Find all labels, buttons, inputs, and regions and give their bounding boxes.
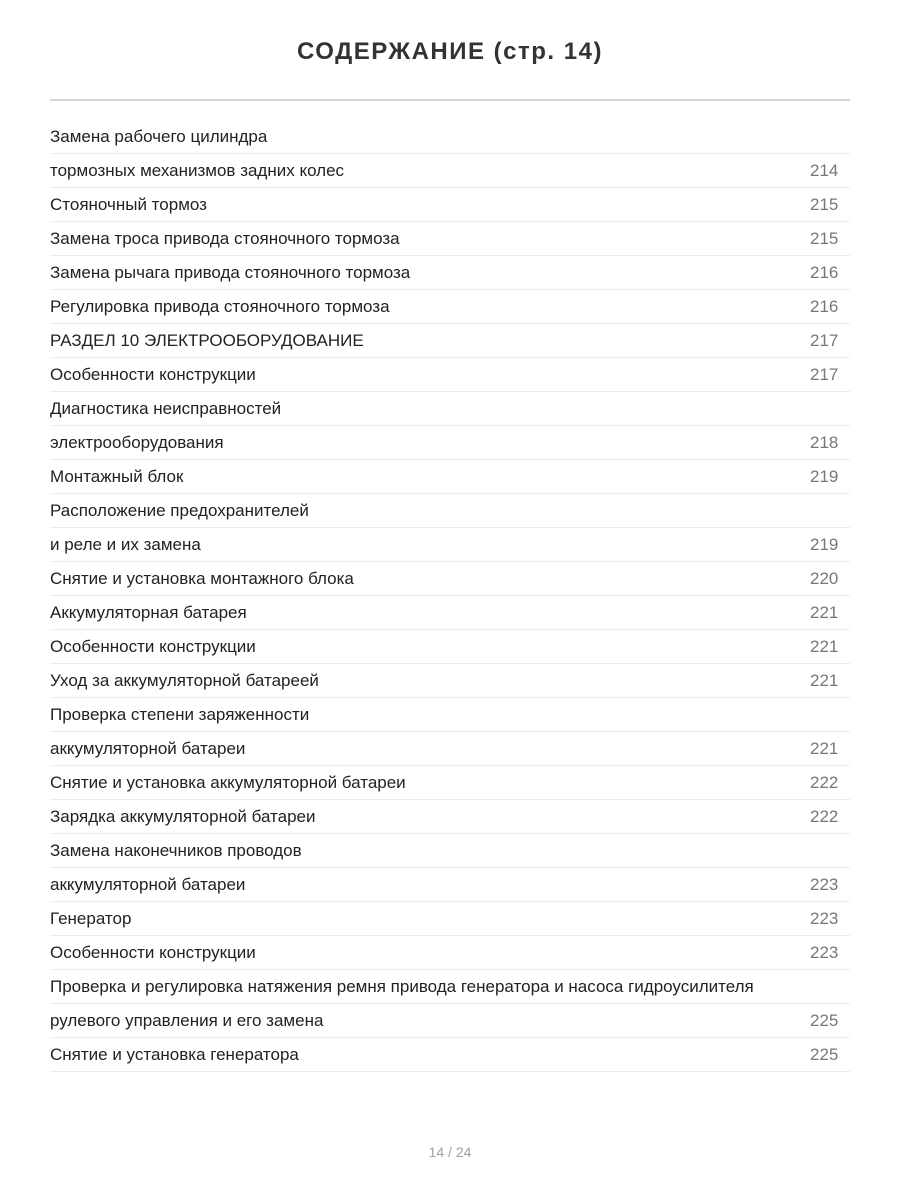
toc-entry[interactable] bbox=[50, 1004, 850, 1038]
toc-entry-title: Замена троса привода стояночного тормоза bbox=[50, 228, 400, 248]
toc-entry[interactable] bbox=[50, 426, 850, 460]
toc-entry-page-number: 223 bbox=[810, 942, 839, 962]
title-divider bbox=[50, 99, 850, 101]
toc-entry[interactable] bbox=[50, 936, 850, 970]
toc-entry-page-number: 215 bbox=[810, 194, 839, 214]
toc-entry-title: Снятие и установка монтажного блока bbox=[50, 568, 354, 588]
toc-entry-page-number: 219 bbox=[810, 466, 839, 486]
toc-entry-title: Монтажный блок bbox=[50, 466, 184, 486]
toc-entry[interactable] bbox=[50, 596, 850, 630]
toc-entry-title: РАЗДЕЛ 10 ЭЛЕКТРООБОРУДОВАНИЕ bbox=[50, 330, 364, 350]
toc-entry[interactable] bbox=[50, 834, 850, 868]
toc-entry-title: Особенности конструкции bbox=[50, 364, 256, 384]
toc-entry[interactable] bbox=[50, 324, 850, 358]
toc-entry-page-number: 216 bbox=[810, 262, 839, 282]
toc-entry[interactable] bbox=[50, 358, 850, 392]
toc-entry-page-number: 215 bbox=[810, 228, 839, 248]
toc-entry-title: Стояночный тормоз bbox=[50, 194, 207, 214]
toc-entry-title: аккумуляторной батареи bbox=[50, 738, 246, 758]
toc-entry-page-number: 221 bbox=[810, 636, 839, 656]
toc-entry-title: Регулировка привода стояночного тормоза bbox=[50, 296, 390, 316]
toc-entry-page-number: 221 bbox=[810, 670, 839, 690]
toc-entry[interactable] bbox=[50, 766, 850, 800]
toc-entry[interactable] bbox=[50, 698, 850, 732]
toc-entry-page-number: 223 bbox=[810, 908, 839, 928]
toc-entry[interactable] bbox=[50, 562, 850, 596]
toc-entry-title: Снятие и установка аккумуляторной батареи bbox=[50, 772, 406, 792]
toc-entry-title: Диагностика неисправностей bbox=[50, 398, 282, 418]
toc-entry-page-number: 221 bbox=[810, 602, 839, 622]
toc-entry-title: Особенности конструкции bbox=[50, 942, 256, 962]
toc-entry-title: Замена наконечников проводов bbox=[50, 840, 302, 860]
toc-entry[interactable] bbox=[50, 222, 850, 256]
toc-entry[interactable] bbox=[50, 256, 850, 290]
toc-entry-title: рулевого управления и его замена bbox=[50, 1010, 324, 1030]
toc-entry-page-number: 217 bbox=[810, 330, 839, 350]
toc-entry[interactable] bbox=[50, 732, 850, 766]
toc-entry-title: Особенности конструкции bbox=[50, 636, 256, 656]
toc-entry-page-number: 220 bbox=[810, 568, 839, 588]
toc-entry-title: Расположение предохранителей bbox=[50, 500, 309, 520]
toc-entry-page-number: 225 bbox=[810, 1010, 839, 1030]
toc-entry-page-number: 225 bbox=[810, 1044, 839, 1064]
toc-entry[interactable] bbox=[50, 868, 850, 902]
toc-entry-page-number: 214 bbox=[810, 160, 839, 180]
toc-entry-title: Замена рычага привода стояночного тормоза bbox=[50, 262, 411, 282]
toc-entry-title: Уход за аккумуляторной батареей bbox=[50, 670, 319, 690]
toc-entry-title: Снятие и установка генератора bbox=[50, 1044, 299, 1064]
toc-entry-title: электрооборудования bbox=[50, 432, 224, 452]
toc-entry-title: Проверка и регулировка натяжения ремня привода генератора и насоса гидроусилителя bbox=[50, 976, 754, 996]
toc-entry-page-number: 219 bbox=[810, 534, 839, 554]
toc-entry-page-number: 221 bbox=[810, 738, 839, 758]
toc-entry-page-number: 217 bbox=[810, 364, 839, 384]
page-indicator: 14 / 24 bbox=[428, 1144, 472, 1160]
toc-entry[interactable] bbox=[50, 120, 850, 154]
toc-entry-title: Проверка степени заряженности bbox=[50, 704, 310, 724]
toc-entry[interactable] bbox=[50, 188, 850, 222]
toc-entry-title: Зарядка аккумуляторной батареи bbox=[50, 806, 316, 826]
toc-entry[interactable] bbox=[50, 902, 850, 936]
toc-entry[interactable] bbox=[50, 154, 850, 188]
toc-entry-title: аккумуляторной батареи bbox=[50, 874, 246, 894]
table-of-contents bbox=[50, 120, 850, 1072]
toc-entry-title: тормозных механизмов задних колес bbox=[50, 160, 345, 180]
toc-entry[interactable] bbox=[50, 664, 850, 698]
toc-entry-page-number: 223 bbox=[810, 874, 839, 894]
toc-entry-page-number: 216 bbox=[810, 296, 839, 316]
toc-entry[interactable] bbox=[50, 630, 850, 664]
toc-entry-page-number: 218 bbox=[810, 432, 839, 452]
toc-entry[interactable] bbox=[50, 800, 850, 834]
page-title: СОДЕРЖАНИЕ (стр. 14) bbox=[297, 38, 603, 65]
toc-entry-title: Аккумуляторная батарея bbox=[50, 602, 247, 622]
toc-entry-page-number: 222 bbox=[810, 806, 839, 826]
toc-entry-title: и реле и их замена bbox=[50, 534, 201, 554]
toc-entry[interactable] bbox=[50, 494, 850, 528]
toc-entry[interactable] bbox=[50, 392, 850, 426]
toc-entry-title: Генератор bbox=[50, 908, 132, 928]
toc-entry[interactable] bbox=[50, 1038, 850, 1072]
toc-entry[interactable] bbox=[50, 528, 850, 562]
toc-entry[interactable] bbox=[50, 970, 850, 1004]
toc-entry[interactable] bbox=[50, 290, 850, 324]
toc-entry[interactable] bbox=[50, 460, 850, 494]
toc-entry-page-number: 222 bbox=[810, 772, 839, 792]
toc-entry-title: Замена рабочего цилиндра bbox=[50, 126, 268, 146]
